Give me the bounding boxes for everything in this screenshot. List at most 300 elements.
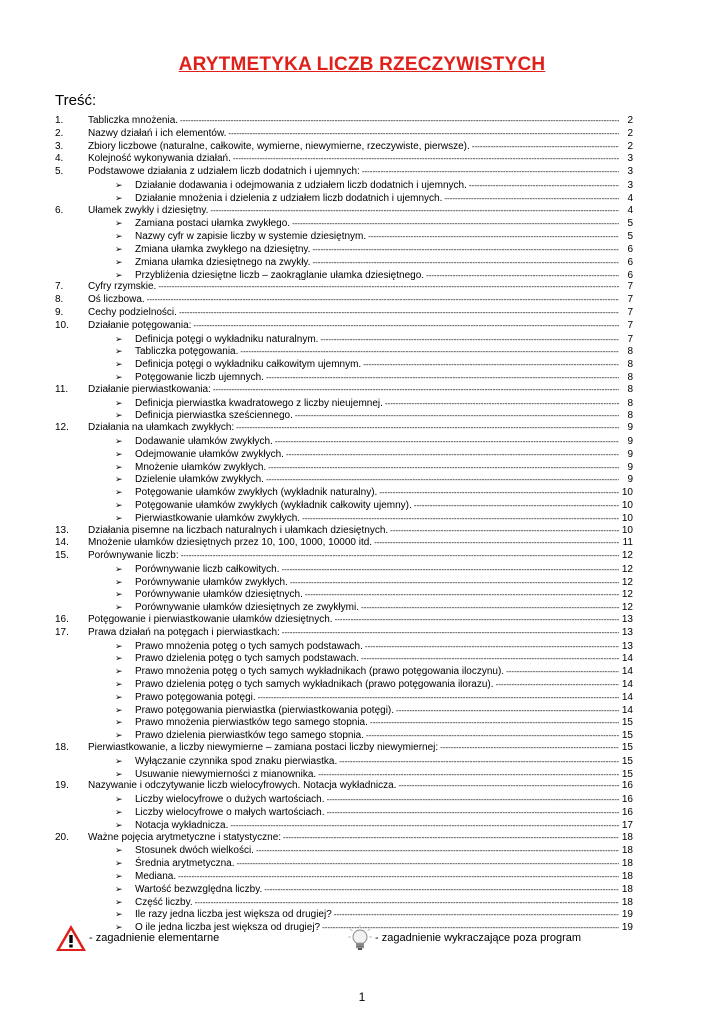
toc-entry-page: 8 [627, 383, 633, 395]
dot-leader [414, 500, 619, 513]
toc-entry-label: Cechy podzielności. [88, 306, 177, 318]
toc-entry-label: Działania na ułamkach zwykłych: [88, 422, 235, 434]
toc-entry-page: 8 [627, 410, 633, 422]
dot-leader [236, 422, 619, 435]
dot-leader [283, 832, 619, 845]
toc-entry-page: 10 [621, 524, 633, 536]
toc-entry-page: 3 [627, 153, 633, 165]
toc-entry-label: Liczby wielocyfrowe o dużych wartościach. [135, 794, 325, 806]
arrow-bullet-icon: ➢ [115, 410, 123, 421]
toc-subentry [55, 371, 633, 384]
arrow-bullet-icon: ➢ [115, 371, 123, 382]
dot-leader [286, 449, 619, 462]
toc-entry-page: 18 [621, 896, 633, 908]
toc-entry-label: Prawa działań na potęgach i pierwiastkach: [88, 626, 280, 638]
toc-entry-number: 1. [55, 115, 64, 126]
toc-entry-label: Zmiana ułamka dziesiętnego na zwykły. [135, 256, 311, 268]
toc-subentry [55, 883, 633, 896]
toc-subentry [55, 333, 633, 346]
arrow-bullet-icon: ➢ [115, 218, 123, 229]
toc-entry-label: Potęgowanie i pierwiastkowanie ułamków dziesiętnych. [88, 614, 333, 626]
toc-entry-page: 9 [627, 435, 633, 447]
toc-entry-label: Zmiana ułamka zwykłego na dziesiętny. [135, 243, 311, 255]
toc-entry-label: Tabliczka potęgowania. [135, 346, 239, 358]
dot-leader [385, 398, 619, 411]
dot-leader [264, 884, 619, 897]
toc-entry-page: 5 [627, 218, 633, 230]
toc-entry-page: 15 [621, 717, 633, 729]
dot-leader [365, 641, 619, 654]
dot-leader [181, 550, 619, 563]
toc-entry-page: 7 [627, 319, 633, 331]
arrow-bullet-icon: ➢ [115, 704, 123, 715]
arrow-bullet-icon: ➢ [115, 845, 123, 856]
toc-entry [55, 550, 633, 563]
arrow-bullet-icon: ➢ [115, 499, 123, 510]
toc-subentry [55, 269, 633, 282]
arrow-bullet-icon: ➢ [115, 512, 123, 523]
toc-entry-page: 11 [622, 537, 633, 549]
arrow-bullet-icon: ➢ [115, 807, 123, 818]
arrow-bullet-icon: ➢ [115, 819, 123, 830]
toc-entry-page: 12 [621, 589, 633, 601]
toc-entry-page: 2 [627, 127, 633, 139]
toc-subentry [55, 652, 633, 665]
toc-subentry [55, 755, 633, 768]
toc-subentry [55, 358, 633, 371]
dot-leader [506, 666, 619, 679]
arrow-bullet-icon: ➢ [115, 461, 123, 472]
toc-entry-label: Definicja potęgi o wykładniku całkowitym ujemnym. [135, 359, 362, 371]
toc-entry-label: Porównywanie ułamków zwykłych. [135, 576, 288, 588]
toc-subentry [55, 678, 633, 691]
toc-entry-label: Nazwy cyfr w zapisie liczby w systemie dziesiętnym. [135, 231, 367, 243]
arrow-bullet-icon: ➢ [115, 448, 123, 459]
toc-entry-page: 5 [627, 231, 633, 243]
toc-subentry [55, 640, 633, 653]
arrow-bullet-icon: ➢ [115, 563, 123, 574]
dot-leader [210, 205, 619, 218]
toc-entry-label: Działanie pierwiastkowania: [88, 383, 211, 395]
legend-advanced [347, 924, 581, 952]
toc-subentry [55, 512, 633, 525]
dot-leader [379, 487, 619, 500]
toc-subentry [55, 461, 633, 474]
toc-entry [55, 525, 633, 538]
legend [55, 924, 615, 954]
toc-entry-page: 8 [627, 371, 633, 383]
dot-leader [258, 692, 619, 705]
arrow-bullet-icon: ➢ [115, 730, 123, 741]
toc-entry-page: 16 [621, 807, 633, 819]
toc-entry [55, 115, 633, 128]
toc-subentry [55, 179, 633, 192]
toc-entry-label: Pierwiastkowanie ułamków zwykłych. [135, 512, 301, 524]
toc-entry-number: 2. [55, 127, 64, 139]
dot-leader [363, 359, 619, 372]
toc-entry [55, 627, 633, 640]
toc-entry-number: 10. [55, 319, 69, 331]
toc-entry-label: Wartość bezwzględna liczby. [135, 883, 263, 895]
toc-entry-number: 15. [55, 550, 69, 562]
toc-entry-label: Nazywanie i odczytywanie liczb wielocyfrowych. Notacja wykładnicza. [88, 780, 397, 792]
toc-entry-label: Kolejność wykonywania działań. [88, 153, 231, 165]
toc-subentry [55, 563, 633, 576]
toc-entry [55, 384, 633, 397]
dot-leader [240, 346, 619, 359]
dot-leader [312, 257, 619, 270]
toc-entry-page: 19 [621, 922, 633, 934]
legend-elementary [55, 924, 219, 952]
toc-entry-number: 19. [55, 780, 69, 792]
dot-leader [496, 679, 619, 692]
toc-entry [55, 281, 633, 294]
toc-subentry [55, 397, 633, 410]
toc-entry-page: 9 [627, 461, 633, 473]
toc-entry-number: 18. [55, 742, 69, 754]
toc-entry-page: 12 [621, 550, 633, 562]
toc-subentry [55, 908, 633, 921]
dot-leader [290, 577, 619, 590]
toc-entry-label: Cyfry rzymskie. [88, 281, 157, 293]
toc-entry-label: Notacja wykładnicza. [135, 819, 229, 831]
arrow-bullet-icon: ➢ [115, 589, 123, 600]
toc-entry-label: Nazwy działań i ich elementów. [88, 127, 227, 139]
toc-entry-label: Dodawanie ułamków zwykłych. [135, 435, 273, 447]
arrow-bullet-icon: ➢ [115, 474, 123, 485]
table-of-contents [55, 115, 633, 934]
dot-leader [292, 218, 619, 231]
toc-entry [55, 307, 633, 320]
toc-entry-number: 16. [55, 614, 69, 626]
dot-leader [275, 436, 619, 449]
dot-leader [237, 858, 620, 871]
toc-subentry [55, 806, 633, 819]
arrow-bullet-icon: ➢ [115, 192, 123, 203]
toc-subentry [55, 499, 633, 512]
lightbulb-icon [347, 924, 373, 952]
toc-subentry [55, 768, 633, 781]
toc-entry-page: 14 [621, 679, 633, 691]
toc-entry-number: 9. [55, 306, 64, 318]
toc-entry-label: Prawo dzielenia potęg o tych samych podstawach. [135, 653, 360, 665]
toc-entry-page: 18 [621, 858, 633, 870]
toc-subentry [55, 588, 633, 601]
document-title: ARYTMETYKA LICZB RZECZYWISTYCH [178, 54, 546, 75]
dot-leader [305, 589, 619, 602]
toc-entry-number: 8. [55, 294, 64, 306]
toc-subentry [55, 716, 633, 729]
toc-entry-label: Prawo dzielenia potęg o tych samych wykładnikach (prawo potęgowania ilorazu). [135, 679, 494, 691]
toc-subentry [55, 704, 633, 717]
toc-entry-page: 4 [627, 192, 633, 204]
dot-leader [361, 653, 619, 666]
toc-entry-page: 9 [627, 448, 633, 460]
toc-entry-page: 8 [627, 359, 633, 371]
toc-entry [55, 742, 633, 755]
toc-entry-page: 3 [627, 166, 633, 178]
arrow-bullet-icon: ➢ [115, 269, 123, 280]
toc-subentry [55, 345, 633, 358]
arrow-bullet-icon: ➢ [115, 435, 123, 446]
legend-elementary-text: - zagadnienie elementarne [89, 932, 220, 944]
toc-entry-number: 11. [55, 383, 69, 395]
dot-leader [374, 537, 619, 550]
toc-subentry [55, 601, 633, 614]
toc-subentry [55, 473, 633, 486]
toc-entry-number: 4. [55, 153, 64, 165]
toc-entry-page: 4 [627, 204, 633, 216]
toc-entry-label: Prawo dzielenia pierwiastków tego samego stopnia. [135, 730, 365, 742]
arrow-bullet-icon: ➢ [115, 243, 123, 254]
toc-entry-number: 17. [55, 626, 69, 638]
toc-entry-page: 18 [621, 845, 633, 857]
toc-entry-page: 18 [621, 883, 633, 895]
dot-leader [193, 320, 619, 333]
toc-subentry [55, 819, 633, 832]
toc-entry-number: 5. [55, 166, 64, 178]
arrow-bullet-icon: ➢ [115, 487, 123, 498]
toc-entry-label: Definicja pierwiastka sześciennego. [135, 410, 293, 422]
arrow-bullet-icon: ➢ [115, 883, 123, 894]
toc-entry-label: Zbiory liczbowe (naturalne, całkowite, wymierne, niewymierne, rzeczywiste, pierwsze). [88, 140, 470, 152]
toc-entry-page: 9 [627, 422, 633, 434]
toc-entry-label: Mnożenie ułamków zwykłych. [135, 461, 267, 473]
dot-leader [282, 564, 619, 577]
dot-leader [368, 231, 619, 244]
page-number: 1 [358, 990, 366, 1004]
dot-leader [440, 742, 619, 755]
toc-entry-label: Prawo potęgowania potęgi. [135, 691, 256, 703]
toc-entry-label: Prawo mnożenia potęg o tych samych podstawach. [135, 640, 363, 652]
arrow-bullet-icon: ➢ [115, 922, 123, 933]
toc-entry-label: Podstawowe działania z udziałem liczb dodatnich i ujemnych: [88, 166, 360, 178]
toc-entry-page: 8 [627, 346, 633, 358]
toc-entry-page: 14 [621, 666, 633, 678]
toc-entry-page: 14 [621, 691, 633, 703]
toc-entry-page: 16 [621, 794, 633, 806]
arrow-bullet-icon: ➢ [115, 397, 123, 408]
arrow-bullet-icon: ➢ [115, 768, 123, 779]
dot-leader [472, 141, 619, 154]
toc-entry-page: 7 [627, 306, 633, 318]
toc-entry-page: 6 [627, 269, 633, 281]
toc-subentry [55, 665, 633, 678]
dot-leader [179, 307, 619, 320]
dot-leader [213, 384, 619, 397]
toc-entry-page: 14 [621, 653, 633, 665]
toc-entry-number: 20. [55, 831, 69, 843]
toc-entry-label: Porównywanie ułamków dziesiętnych. [135, 589, 303, 601]
arrow-bullet-icon: ➢ [115, 653, 123, 664]
dot-leader [390, 525, 619, 538]
toc-subentry [55, 896, 633, 909]
toc-entry-page: 17 [621, 819, 633, 831]
toc-subentry [55, 870, 633, 883]
arrow-bullet-icon: ➢ [115, 717, 123, 728]
toc-entry-label: Porównywanie liczb: [88, 550, 179, 562]
dot-leader [158, 281, 619, 294]
toc-entry-label: Działanie potęgowania: [88, 319, 192, 331]
dot-leader [233, 153, 619, 166]
toc-entry-label: Ułamek zwykły i dziesiętny. [88, 204, 209, 216]
toc-subentry [55, 256, 633, 269]
toc-entry-label: Potęgowanie liczb ujemnych. [135, 371, 264, 383]
legend-advanced-text: - zagadnienie wykraczające poza program [375, 932, 582, 944]
toc-entry-page: 19 [621, 909, 633, 921]
toc-entry [55, 614, 633, 627]
toc-entry [55, 780, 633, 793]
toc-entry [55, 294, 633, 307]
dot-leader [178, 871, 619, 884]
toc-entry-page: 6 [627, 256, 633, 268]
toc-subentry [55, 192, 633, 205]
dot-leader [469, 180, 619, 193]
toc-entry-number: 13. [55, 524, 69, 536]
toc-entry-page: 6 [627, 243, 633, 255]
toc-entry-label: Definicja potęgi o wykładniku naturalnym. [135, 333, 319, 345]
arrow-bullet-icon: ➢ [115, 346, 123, 357]
dot-leader [228, 128, 619, 141]
arrow-bullet-icon: ➢ [115, 179, 123, 190]
toc-entry-label: Mediana. [135, 871, 177, 883]
toc-subentry [55, 793, 633, 806]
toc-entry-number: 6. [55, 204, 64, 216]
toc-entry-page: 12 [621, 563, 633, 575]
toc-entry-label: Usuwanie niewymierności z mianownika. [135, 768, 317, 780]
dot-leader [396, 705, 619, 718]
dot-leader [334, 909, 619, 922]
toc-entry [55, 205, 633, 218]
toc-entry [55, 832, 633, 845]
arrow-bullet-icon: ➢ [115, 794, 123, 805]
toc-entry-page: 18 [621, 871, 633, 883]
dot-leader [282, 627, 619, 640]
arrow-bullet-icon: ➢ [115, 666, 123, 677]
toc-entry-label: Prawo potęgowania pierwiastka (pierwiastkowania potęgi). [135, 704, 395, 716]
dot-leader [362, 166, 619, 179]
toc-entry-label: Prawo mnożenia potęg o tych samych wykładnikach (prawo potęgowania iloczynu). [135, 666, 505, 678]
toc-entry-page: 2 [627, 115, 633, 126]
toc-entry-page: 13 [621, 614, 633, 626]
arrow-bullet-icon: ➢ [115, 896, 123, 907]
warning-triangle-icon [55, 924, 87, 952]
toc-entry-label: Stosunek dwóch wielkości. [135, 845, 254, 857]
toc-subentry [55, 448, 633, 461]
dot-leader [195, 897, 619, 910]
toc-entry-page: 10 [621, 499, 633, 511]
toc-heading: Treść: [55, 92, 97, 109]
toc-entry-page: 15 [621, 755, 633, 767]
toc-entry [55, 320, 633, 333]
arrow-bullet-icon: ➢ [115, 640, 123, 651]
toc-entry-page: 10 [621, 512, 633, 524]
toc-entry [55, 141, 633, 154]
toc-entry-label: Porównywanie liczb całkowitych. [135, 563, 280, 575]
toc-entry-label: Odejmowanie ułamków zwykłych. [135, 448, 284, 460]
toc-entry-label: Porównywanie ułamków dziesiętnych ze zwykłymi. [135, 602, 359, 614]
arrow-bullet-icon: ➢ [115, 333, 123, 344]
toc-subentry [55, 435, 633, 448]
dot-leader [266, 474, 619, 487]
dot-leader [339, 756, 619, 769]
toc-subentry [55, 844, 633, 857]
toc-entry-label: Część liczby. [135, 896, 193, 908]
arrow-bullet-icon: ➢ [115, 691, 123, 702]
toc-entry-page: 14 [621, 704, 633, 716]
dot-leader [370, 717, 619, 730]
toc-entry-label: Ważne pojęcia arytmetyczne i statystyczne: [88, 831, 282, 843]
toc-entry-label: Mnożenie ułamków dziesiętnych przez 10, 100, 1000, 10000 itd. [88, 537, 373, 549]
toc-entry-page: 13 [621, 626, 633, 638]
toc-entry-label: Wyłączanie czynnika spod znaku pierwiastka. [135, 755, 338, 767]
toc-entry [55, 166, 633, 179]
dot-leader [256, 845, 619, 858]
dot-leader [398, 780, 619, 793]
toc-subentry [55, 486, 633, 499]
dot-leader [327, 794, 619, 807]
toc-entry-label: Dzielenie ułamków zwykłych. [135, 474, 264, 486]
toc-subentry [55, 230, 633, 243]
arrow-bullet-icon: ➢ [115, 256, 123, 267]
toc-entry-label: Liczby wielocyfrowe o małych wartościach. [135, 807, 325, 819]
arrow-bullet-icon: ➢ [115, 871, 123, 882]
dot-leader [335, 614, 619, 627]
toc-entry-label: Działanie dodawania i odejmowania z udziałem liczb dodatnich i ujemnych. [135, 179, 467, 191]
toc-subentry [55, 576, 633, 589]
toc-subentry [55, 243, 633, 256]
arrow-bullet-icon: ➢ [115, 231, 123, 242]
toc-subentry [55, 409, 633, 422]
toc-entry-page: 2 [627, 140, 633, 152]
toc-entry-page: 7 [627, 281, 633, 293]
toc-entry-label: O ile jedna liczba jest większa od drugiej? [135, 922, 321, 934]
toc-entry-page: 16 [621, 780, 633, 792]
toc-entry-page: 7 [627, 294, 633, 306]
toc-entry-label: Przybliżenia dziesiętne liczb – zaokrąglanie ułamka dziesiętnego. [135, 269, 425, 281]
toc-entry-page: 15 [621, 730, 633, 742]
dot-leader [320, 334, 619, 347]
toc-entry-label: Średnia arytmetyczna. [135, 858, 235, 870]
dot-leader [180, 115, 619, 128]
arrow-bullet-icon: ➢ [115, 909, 123, 920]
toc-entry-page: 7 [627, 333, 633, 345]
arrow-bullet-icon: ➢ [115, 359, 123, 370]
dot-leader [312, 244, 619, 257]
toc-entry-label: Definicja pierwiastka kwadratowego z liczby nieujemnej. [135, 397, 383, 409]
toc-entry-page: 8 [627, 397, 633, 409]
toc-entry-label: Działanie mnożenia i dzielenia z udziałem liczb dodatnich i ujemnych. [135, 192, 443, 204]
toc-entry [55, 537, 633, 550]
toc-entry-number: 7. [55, 281, 64, 293]
dot-leader [147, 294, 619, 307]
toc-entry [55, 128, 633, 141]
toc-entry [55, 422, 633, 435]
toc-subentry [55, 729, 633, 742]
toc-subentry [55, 691, 633, 704]
toc-entry-page: 15 [621, 768, 633, 780]
toc-entry-label: Działania pisemne na liczbach naturalnych i ułamkach dziesiętnych. [88, 524, 389, 536]
arrow-bullet-icon: ➢ [115, 602, 123, 613]
toc-subentry [55, 857, 633, 870]
toc-entry-page: 10 [621, 487, 633, 499]
arrow-bullet-icon: ➢ [115, 755, 123, 766]
arrow-bullet-icon: ➢ [115, 858, 123, 869]
toc-entry-page: 12 [621, 602, 633, 614]
toc-entry-label: Oś liczbowa. [88, 294, 145, 306]
toc-entry-page: 12 [621, 576, 633, 588]
toc-entry [55, 153, 633, 166]
